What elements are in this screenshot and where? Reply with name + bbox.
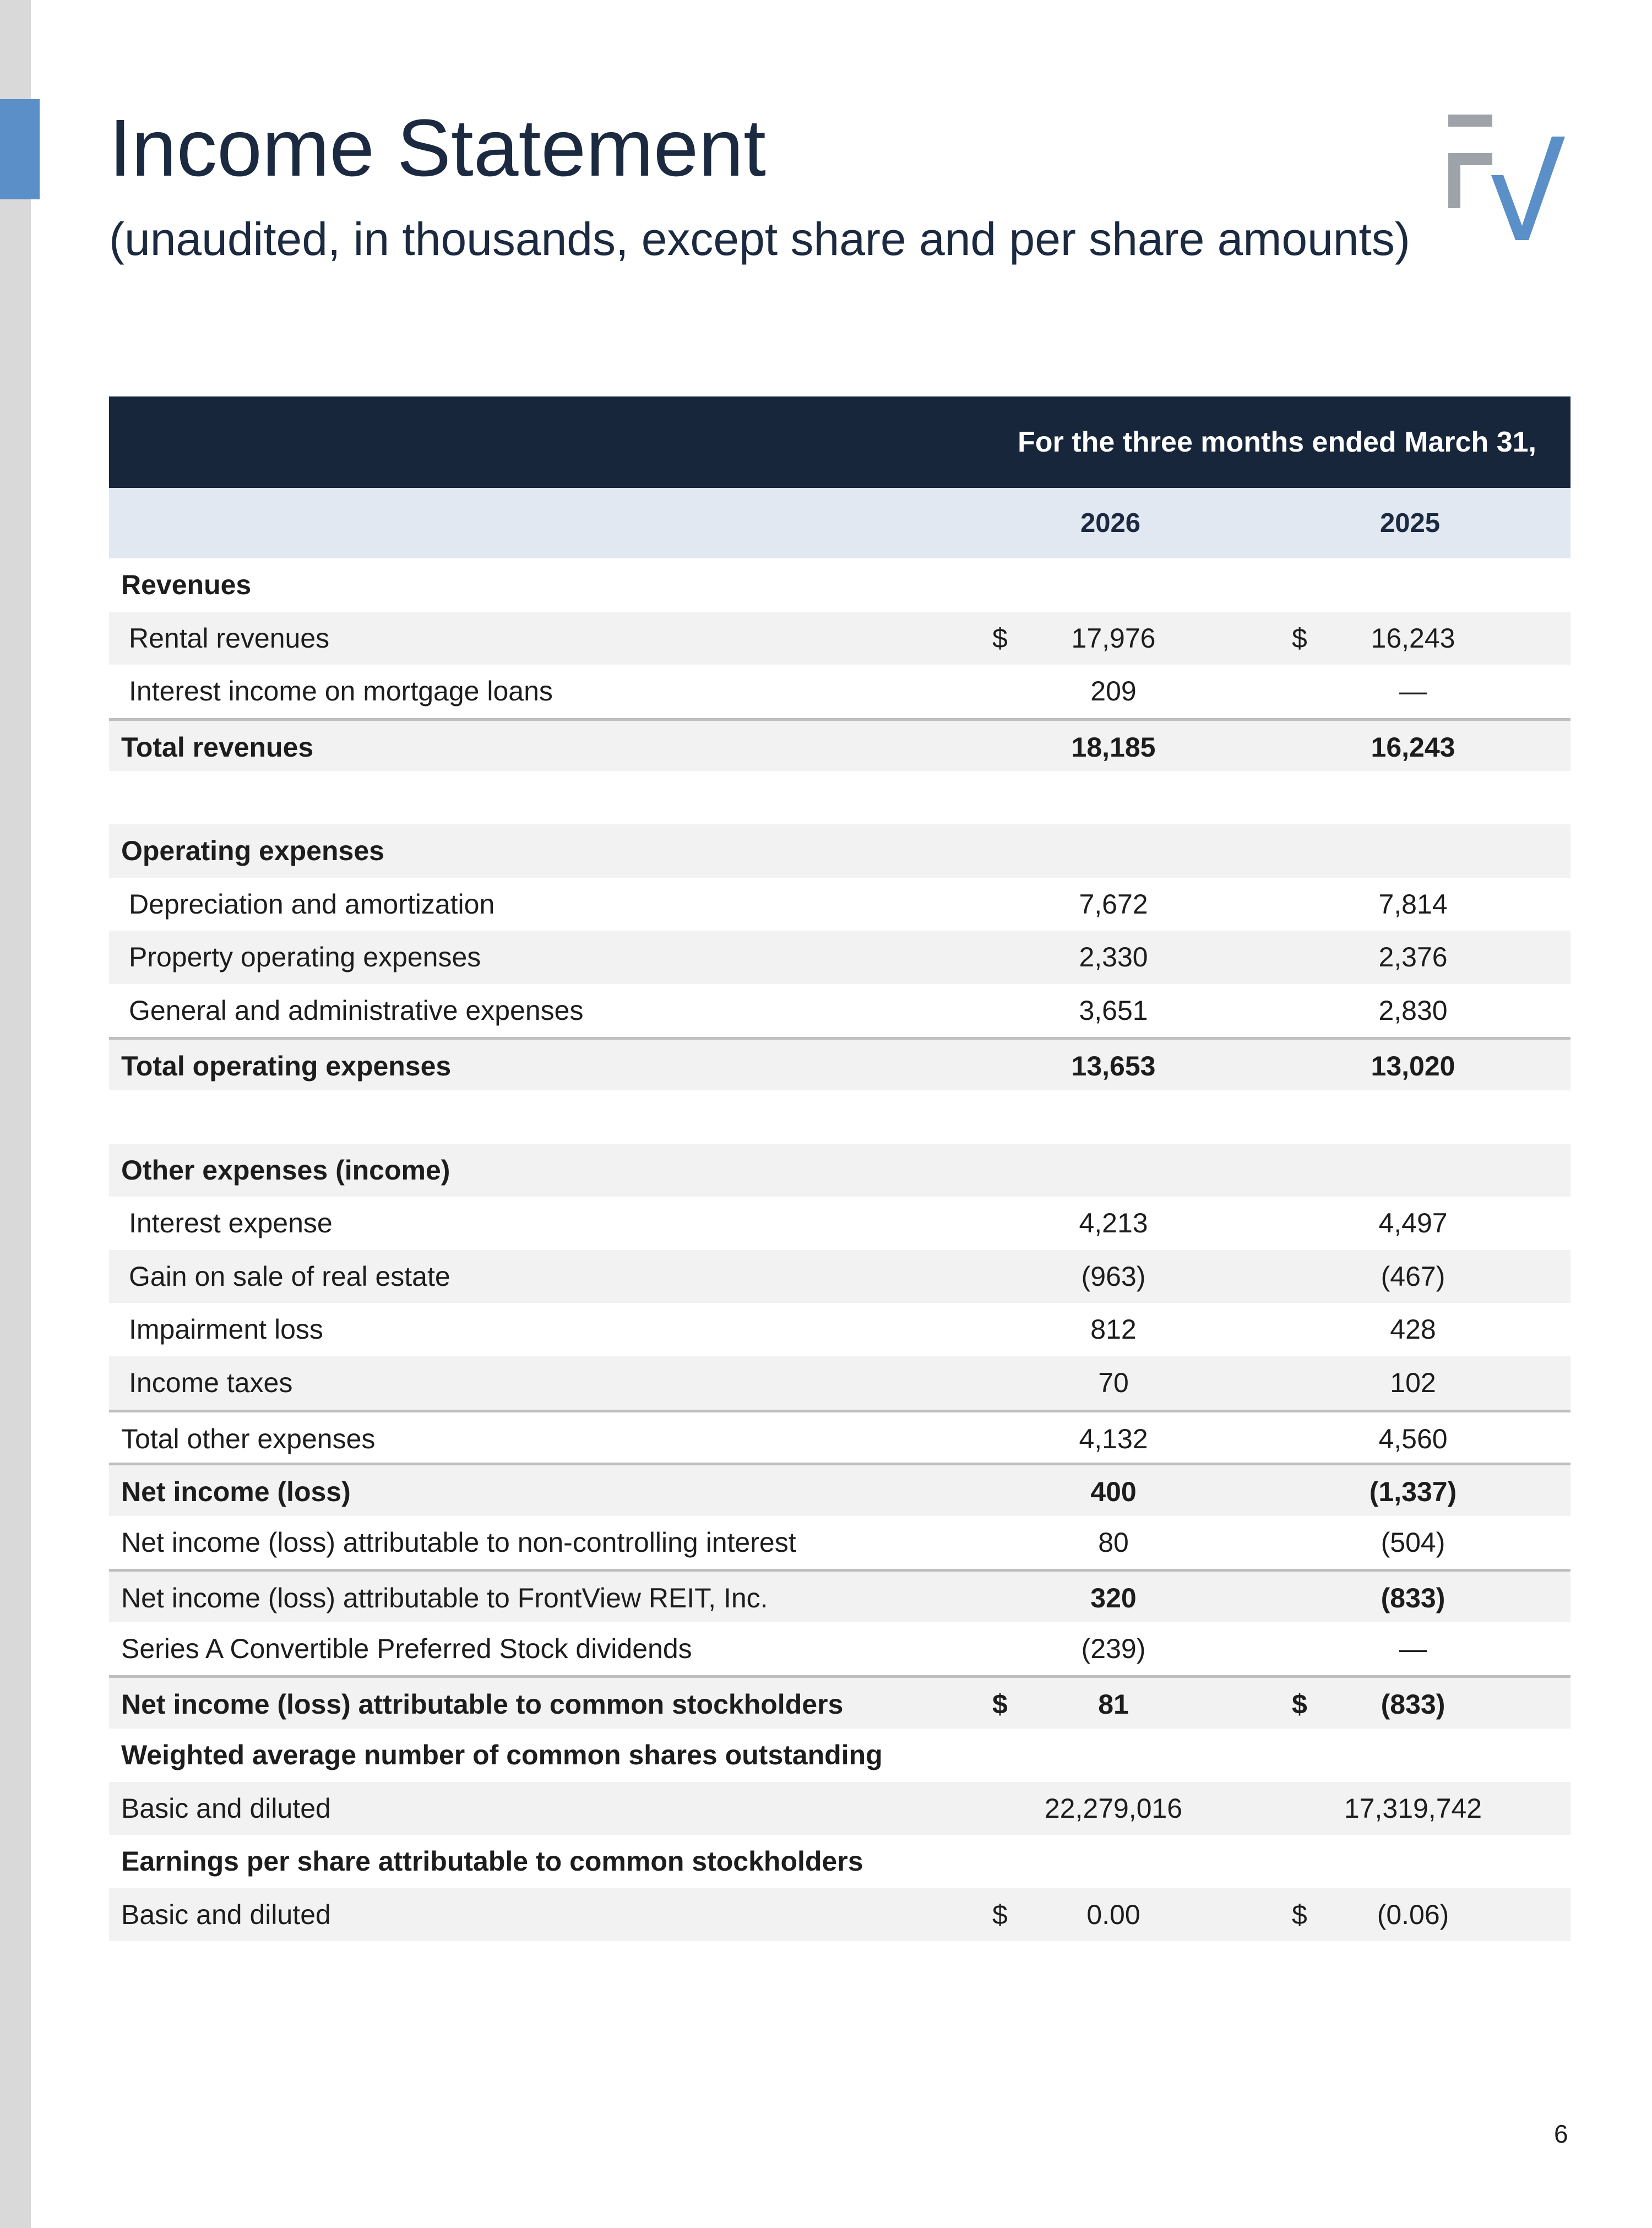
value-2025: — <box>1399 1633 1427 1664</box>
row-label: Gain on sale of real estate <box>129 1260 450 1292</box>
table-row <box>109 1675 1571 1729</box>
table-row <box>109 931 1571 984</box>
table-row <box>109 1303 1571 1356</box>
table-row <box>109 1516 1571 1569</box>
value-2026: (239) <box>1081 1633 1146 1664</box>
row-label: Total operating expenses <box>121 1051 452 1082</box>
row-label: Net income (loss) attributable to non-controlling interest <box>121 1526 796 1558</box>
value-2026: 17,976 <box>1071 622 1156 654</box>
value-2026: 3,651 <box>1079 995 1148 1026</box>
table-row <box>109 612 1571 665</box>
page-title: Income Statement <box>109 103 766 193</box>
row-label: Weighted average number of common shares outstanding <box>121 1740 883 1771</box>
value-2026: (963) <box>1081 1260 1146 1292</box>
value-2025: 428 <box>1390 1314 1436 1345</box>
table-row <box>109 1622 1571 1676</box>
table-row <box>109 1410 1571 1463</box>
table-header-period <box>109 396 1571 488</box>
value-2026: 209 <box>1090 676 1137 707</box>
value-2026: 70 <box>1098 1367 1129 1398</box>
table-row <box>109 1569 1571 1622</box>
side-strip <box>0 0 31 2228</box>
table-row <box>109 1782 1571 1835</box>
value-2025: (467) <box>1381 1260 1446 1292</box>
table-row <box>109 1729 1571 1782</box>
period-header: For the three months ended March 31, <box>1018 426 1536 458</box>
value-2026: 22,279,016 <box>1044 1792 1183 1824</box>
value-2025: (833) <box>1381 1689 1446 1720</box>
value-2026: 2,330 <box>1079 942 1148 973</box>
value-2025: (504) <box>1381 1526 1446 1558</box>
table-row <box>109 878 1571 931</box>
table-row <box>109 1835 1571 1888</box>
table-row <box>109 1090 1571 1144</box>
row-label: Net income (loss) <box>121 1476 351 1508</box>
value-2025: 13,020 <box>1371 1051 1455 1082</box>
value-2026: 0.00 <box>1086 1899 1140 1930</box>
currency-symbol-2026: $ <box>992 1689 1008 1720</box>
year-2026-header: 2026 <box>1080 508 1141 538</box>
value-2026: 400 <box>1090 1476 1137 1508</box>
row-label: Property operating expenses <box>129 942 481 973</box>
row-label: Impairment loss <box>129 1314 323 1345</box>
page-number: 6 <box>1554 2120 1568 2148</box>
table-row <box>109 771 1571 824</box>
value-2025: 16,243 <box>1371 622 1455 654</box>
table-row <box>109 1250 1571 1303</box>
table-header-years <box>109 488 1571 558</box>
value-2025: (1,337) <box>1369 1476 1457 1508</box>
value-2025: (833) <box>1381 1583 1446 1614</box>
table-body <box>109 558 1571 1941</box>
value-2026: 81 <box>1098 1689 1129 1720</box>
value-2025: 2,376 <box>1378 942 1448 973</box>
row-label: Interest expense <box>129 1208 333 1239</box>
value-2026: 4,213 <box>1079 1208 1148 1239</box>
value-2026: 7,672 <box>1079 888 1148 920</box>
value-2026: 320 <box>1090 1583 1137 1614</box>
row-label: Net income (loss) attributable to FrontView REIT, Inc. <box>121 1583 768 1614</box>
row-label: Net income (loss) attributable to common stockholders <box>121 1689 844 1720</box>
row-label: Earnings per share attributable to common stockholders <box>121 1846 863 1877</box>
value-2025: 2,830 <box>1378 995 1448 1026</box>
value-2026: 812 <box>1090 1314 1137 1345</box>
table-row <box>109 718 1571 771</box>
table-row <box>109 1037 1571 1090</box>
table-row <box>109 984 1571 1037</box>
table-row <box>109 1144 1571 1197</box>
row-label: Basic and diluted <box>121 1792 331 1824</box>
table-row <box>109 1197 1571 1250</box>
value-2025: 17,319,742 <box>1344 1792 1482 1824</box>
currency-symbol-2025: $ <box>1292 622 1307 654</box>
currency-symbol-2026: $ <box>992 1899 1008 1930</box>
year-2025-header: 2025 <box>1380 508 1441 538</box>
side-accent-tab <box>0 99 40 199</box>
row-label: Total revenues <box>121 731 314 763</box>
row-label: Rental revenues <box>129 622 330 654</box>
value-2025: 16,243 <box>1371 731 1455 763</box>
row-label: Other expenses (income) <box>121 1154 450 1186</box>
row-label: Interest income on mortgage loans <box>129 676 553 707</box>
value-2025: — <box>1399 676 1427 707</box>
currency-symbol-2026: $ <box>992 622 1008 654</box>
table-row <box>109 558 1571 612</box>
row-label: Operating expenses <box>121 835 384 866</box>
currency-symbol-2025: $ <box>1292 1899 1307 1930</box>
row-label: General and administrative expenses <box>129 995 584 1026</box>
row-label: Income taxes <box>129 1367 293 1398</box>
value-2026: 13,653 <box>1071 1051 1156 1082</box>
row-label: Total other expenses <box>121 1423 376 1454</box>
page-subtitle: (unaudited, in thousands, except share and per share amounts) <box>109 213 1410 265</box>
value-2025: 7,814 <box>1378 888 1448 920</box>
row-label: Series A Convertible Preferred Stock dividends <box>121 1633 692 1664</box>
value-2025: (0.06) <box>1377 1899 1449 1930</box>
value-2025: 102 <box>1390 1367 1436 1398</box>
value-2025: 4,560 <box>1378 1423 1448 1454</box>
row-label: Revenues <box>121 569 252 600</box>
value-2026: 4,132 <box>1079 1423 1148 1454</box>
table-row <box>109 1356 1571 1410</box>
row-label: Basic and diluted <box>121 1899 331 1930</box>
table-row <box>109 1463 1571 1516</box>
row-label: Depreciation and amortization <box>129 888 495 920</box>
frontview-logo-icon <box>1448 110 1573 240</box>
value-2026: 18,185 <box>1071 731 1156 763</box>
table-row <box>109 1888 1571 1942</box>
income-statement-table <box>109 396 1571 1941</box>
value-2025: 4,497 <box>1378 1208 1448 1239</box>
value-2026: 80 <box>1098 1526 1129 1558</box>
table-row <box>109 665 1571 718</box>
table-row <box>109 824 1571 878</box>
currency-symbol-2025: $ <box>1292 1689 1307 1720</box>
